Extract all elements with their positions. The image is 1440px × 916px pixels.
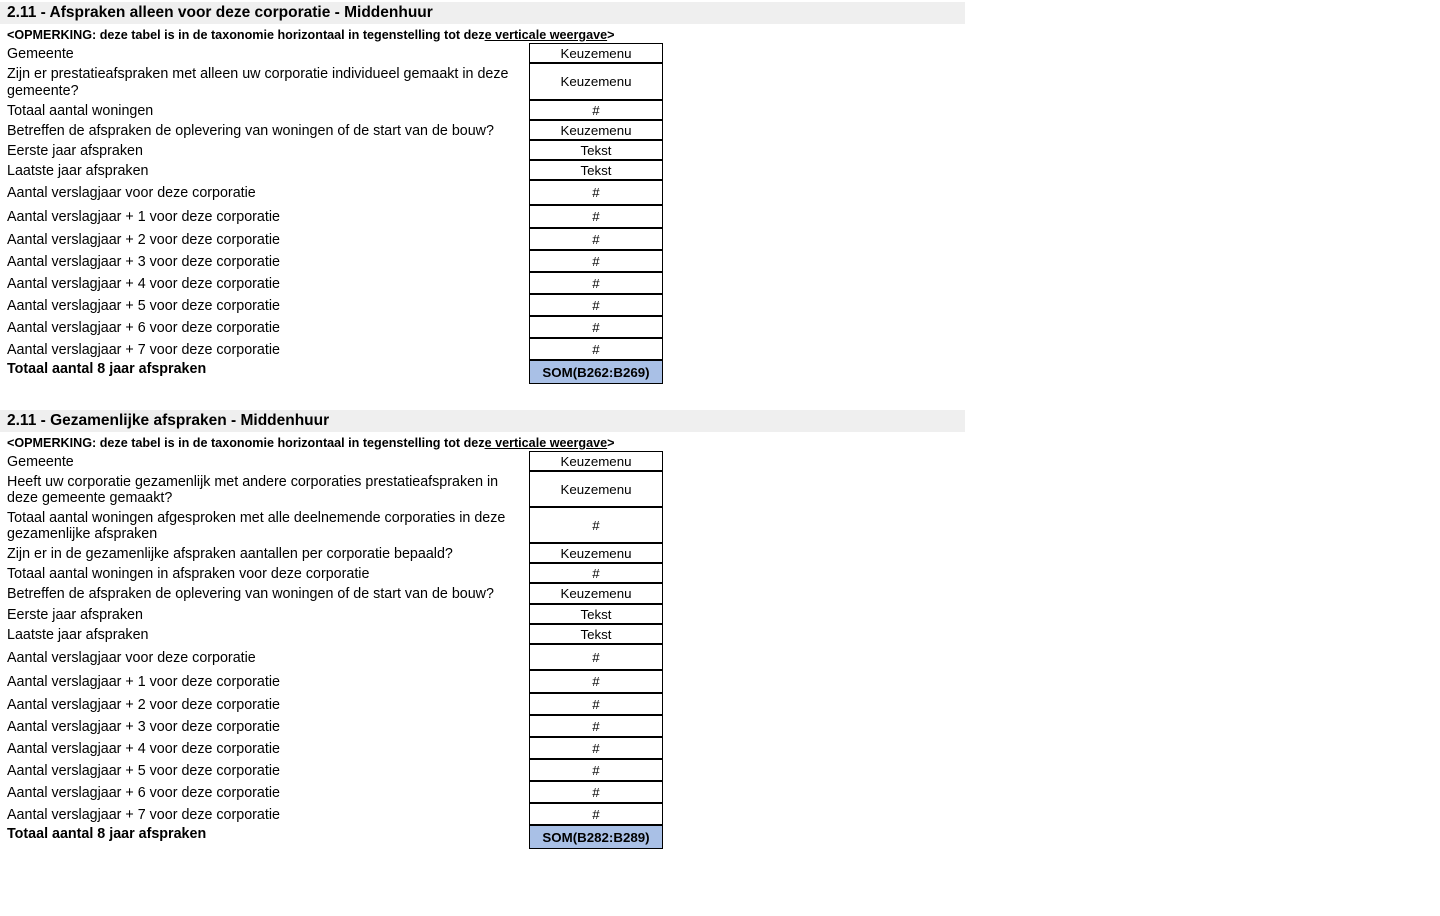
section-individual-agreements xyxy=(0,2,965,385)
row-label: Totaal aantal woningen xyxy=(7,102,154,119)
table-row xyxy=(0,584,665,605)
value-cell[interactable]: # xyxy=(529,338,663,360)
table-row xyxy=(0,317,665,339)
value-cell[interactable]: # xyxy=(529,228,663,250)
table-row xyxy=(0,544,665,564)
value-cell[interactable]: # xyxy=(529,507,663,543)
value-cell[interactable]: # xyxy=(529,644,663,670)
value-cell[interactable]: # xyxy=(529,803,663,825)
row-label: Aantal verslagjaar + 4 voor deze corporatie xyxy=(7,740,280,757)
value-cell[interactable]: Tekst xyxy=(529,624,663,644)
section-title: 2.11 - Afspraken alleen voor deze corporatie - Middenhuur xyxy=(0,2,965,24)
table-row xyxy=(0,472,665,508)
value-cell[interactable]: Keuzemenu xyxy=(529,471,663,507)
row-label: Totaal aantal woningen afgesproken met alle deelnemende corporaties in deze gezamenlijke afspraken xyxy=(7,509,506,542)
table-row xyxy=(0,605,665,625)
row-label: Aantal verslagjaar + 4 voor deze corporatie xyxy=(7,275,280,292)
row-label: Aantal verslagjaar + 3 voor deze corporatie xyxy=(7,718,280,735)
row-label: Aantal verslagjaar voor deze corporatie xyxy=(7,185,256,202)
row-label: Aantal verslagjaar + 6 voor deze corporatie xyxy=(7,784,280,801)
value-cell[interactable]: Keuzemenu xyxy=(529,120,663,140)
row-label: Aantal verslagjaar + 5 voor deze corporatie xyxy=(7,762,280,779)
row-label: Zijn er prestatieafspraken met alleen uw corporatie individueel gemaakt in deze gemeente? xyxy=(7,66,509,99)
value-cell[interactable]: # xyxy=(529,205,663,228)
value-cell[interactable]: Keuzemenu xyxy=(529,451,663,471)
value-cell[interactable]: # xyxy=(529,737,663,759)
row-label: Eerste jaar afspraken xyxy=(7,142,143,159)
row-label: Aantal verslagjaar voor deze corporatie xyxy=(7,649,256,666)
table-row xyxy=(0,760,665,782)
value-cell[interactable]: # xyxy=(529,316,663,338)
table-row xyxy=(0,452,665,472)
row-label: Laatste jaar afspraken xyxy=(7,162,149,179)
table-row-total xyxy=(0,826,665,850)
note-text-end: > xyxy=(607,436,615,450)
table-row xyxy=(0,671,665,694)
form-table xyxy=(0,452,665,850)
row-label: Zijn er in de gezamenlijke afspraken aantallen per corporatie bepaald? xyxy=(7,545,453,562)
section-note xyxy=(0,432,965,452)
table-row xyxy=(0,44,665,64)
form-table xyxy=(0,44,665,385)
table-row xyxy=(0,161,665,181)
row-label: Aantal verslagjaar + 3 voor deze corporatie xyxy=(7,253,280,270)
table-row xyxy=(0,716,665,738)
note-text: <OPMERKING: deze tabel is in de taxonomie horizontaal in tegenstelling tot dez xyxy=(7,28,485,42)
value-cell[interactable]: # xyxy=(529,250,663,272)
value-cell[interactable]: Keuzemenu xyxy=(529,63,663,100)
value-cell[interactable]: # xyxy=(529,670,663,693)
value-cell[interactable]: Tekst xyxy=(529,604,663,624)
table-row xyxy=(0,206,665,229)
total-label: Totaal aantal 8 jaar afspraken xyxy=(7,825,207,842)
note-text-end: > xyxy=(607,28,615,42)
table-row xyxy=(0,181,665,206)
note-text-underlined: e verticale weergave xyxy=(484,436,608,450)
value-cell[interactable]: # xyxy=(529,563,663,583)
section-joint-agreements xyxy=(0,410,965,850)
row-label: Heeft uw corporatie gezamenlijk met andere corporaties prestatieafspraken in deze gemeente gemaakt? xyxy=(7,473,499,506)
table-row xyxy=(0,295,665,317)
note-text-underlined: e verticale weergave xyxy=(484,28,608,42)
row-label: Betreffen de afspraken de oplevering van woningen of de start van de bouw? xyxy=(7,122,494,139)
value-cell[interactable]: # xyxy=(529,693,663,715)
total-formula-cell[interactable]: SOM(B262:B269) xyxy=(529,360,663,384)
table-row xyxy=(0,141,665,161)
table-row xyxy=(0,738,665,760)
row-label: Aantal verslagjaar + 1 voor deze corporatie xyxy=(7,674,280,691)
row-label: Aantal verslagjaar + 7 voor deze corporatie xyxy=(7,806,280,823)
row-label: Aantal verslagjaar + 7 voor deze corporatie xyxy=(7,341,280,358)
table-row xyxy=(0,564,665,584)
row-label: Gemeente xyxy=(7,453,74,470)
value-cell[interactable]: # xyxy=(529,180,663,205)
value-cell[interactable]: Keuzemenu xyxy=(529,43,663,63)
row-label: Totaal aantal woningen in afspraken voor deze corporatie xyxy=(7,565,370,582)
table-row xyxy=(0,121,665,141)
total-formula-cell[interactable]: SOM(B282:B289) xyxy=(529,825,663,849)
value-cell[interactable]: Tekst xyxy=(529,140,663,160)
value-cell[interactable]: # xyxy=(529,715,663,737)
row-label: Gemeente xyxy=(7,45,74,62)
table-row xyxy=(0,229,665,251)
table-row xyxy=(0,251,665,273)
row-label: Aantal verslagjaar + 6 voor deze corporatie xyxy=(7,319,280,336)
section-note xyxy=(0,24,965,44)
row-label: Aantal verslagjaar + 2 voor deze corporatie xyxy=(7,696,280,713)
table-row xyxy=(0,508,665,544)
table-row xyxy=(0,273,665,295)
section-title: 2.11 - Gezamenlijke afspraken - Middenhuur xyxy=(0,410,965,432)
row-label: Eerste jaar afspraken xyxy=(7,606,143,623)
row-label: Aantal verslagjaar + 5 voor deze corporatie xyxy=(7,297,280,314)
value-cell[interactable]: # xyxy=(529,781,663,803)
table-row xyxy=(0,64,665,101)
table-row xyxy=(0,645,665,671)
table-row xyxy=(0,782,665,804)
value-cell[interactable]: # xyxy=(529,272,663,294)
value-cell[interactable]: # xyxy=(529,759,663,781)
table-row xyxy=(0,625,665,645)
row-label: Betreffen de afspraken de oplevering van woningen of de start van de bouw? xyxy=(7,586,494,603)
value-cell[interactable]: # xyxy=(529,100,663,120)
total-label: Totaal aantal 8 jaar afspraken xyxy=(7,360,207,377)
note-text: <OPMERKING: deze tabel is in de taxonomie horizontaal in tegenstelling tot dez xyxy=(7,436,485,450)
value-cell[interactable]: Keuzemenu xyxy=(529,543,663,563)
value-cell[interactable]: # xyxy=(529,294,663,316)
row-label: Aantal verslagjaar + 2 voor deze corporatie xyxy=(7,231,280,248)
table-row-total xyxy=(0,361,665,385)
table-row xyxy=(0,101,665,121)
value-cell[interactable]: Keuzemenu xyxy=(529,583,663,604)
row-label: Laatste jaar afspraken xyxy=(7,626,149,643)
value-cell[interactable]: Tekst xyxy=(529,160,663,180)
row-label: Aantal verslagjaar + 1 voor deze corporatie xyxy=(7,209,280,226)
table-row xyxy=(0,694,665,716)
